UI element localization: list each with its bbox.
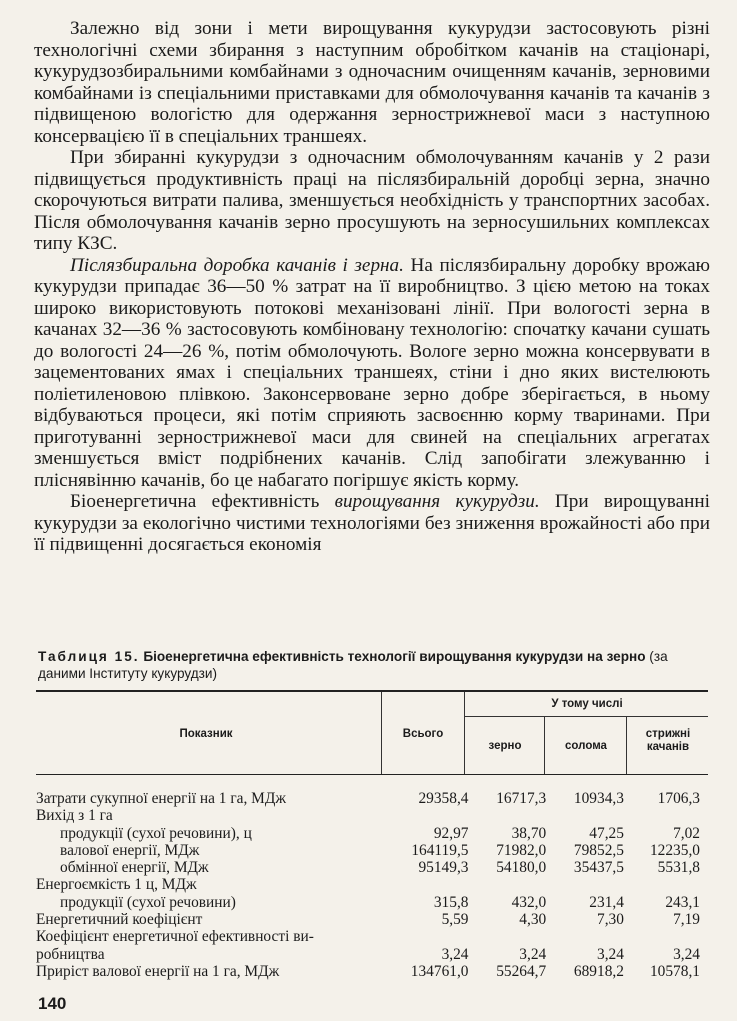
header-straw: солома xyxy=(565,740,607,752)
post-harvest-text: На післязбиральну доробку врожаю кукурудзи припадає 36—50 % затрат на її виробництво. З цією метою на токах широко використовують потокові механізовані лінії. При вологості зерна в качанах 32—36 % застосовують комбіновану технологію: спочатку качани сушать до вологості 24—26 %, потім обмолочують. Вологе зерно можна консервувати в зацементованих ямах і спеціальних траншеях, стіни і дно яких вистелюють поліетиленовою плівкою. Законсервоване зерно добре зберігається, в ньому відбуваються процеси, які потім сприяють засвоєнню корму тваринами. При приготуванні зернострижневої маси для свиней на спеціальних агрегатах зменшується вміст подрібнених качанів. Слід запобігати злежуванню і пліснявінню качанів, бо це набагато погіршує якість корму. xyxy=(34,254,710,491)
table-caption-source: (за даними Інституту кукурудзи) xyxy=(38,649,668,681)
header-including: У тому числі xyxy=(551,698,623,710)
cell-cobs: 7,02 xyxy=(673,824,700,842)
table-row xyxy=(36,946,708,963)
table-row xyxy=(36,963,708,980)
bioenergy-heading-italic: вирощування кукурудзи. xyxy=(334,491,540,512)
cell-cobs: 3,24 xyxy=(673,945,700,963)
cell-cobs: 7,19 xyxy=(673,911,700,929)
cell-straw: 68918,2 xyxy=(573,962,624,980)
row-label: Затрати сукупної енергії на 1 га, МДж xyxy=(36,790,286,807)
cell-cobs xyxy=(628,928,708,945)
cell-straw: 231,4 xyxy=(589,893,624,911)
paragraph-harvest-schemes: Залежно від зони і мети вирощування кукурудзи застосовують різні технологічні схеми збирання з наступним обробітком качанів на стаціонарі, кукурудзозбиральними комбайнами з одночасним очищенням качанів, зерновими комбайнами із спеціальними приставками для обмолочування качанів та качанів з підвищеною вологістю для одержання зернострижневої маси з наступною консервацією її в спеціальних траншеях. xyxy=(34,18,710,147)
cell-grain: 54180,0 xyxy=(496,859,547,877)
column-divider xyxy=(464,692,465,774)
cell-straw: 3,24 xyxy=(597,945,624,963)
cell-total: 29358,4 xyxy=(418,790,469,807)
table-row xyxy=(36,894,708,911)
bioenergy-text: При вирощуванні кукурудзи за екологічно чистими технологіями без зниження врожайності або при її підвищенні досягається економія xyxy=(34,491,710,555)
cell-cobs: 5531,8 xyxy=(657,859,700,877)
header-cobs: стрижні качанів xyxy=(645,728,691,753)
cell-grain: 16717,3 xyxy=(496,790,547,807)
row-label: Енергоємкість 1 ц, МДж xyxy=(36,876,197,894)
cell-grain xyxy=(473,928,551,945)
header-indicator: Показник xyxy=(179,728,233,740)
header-grain: зерно xyxy=(488,740,522,752)
table-row xyxy=(36,825,708,842)
cell-cobs: 12235,0 xyxy=(649,841,700,859)
subheader-rule xyxy=(464,716,708,717)
table-caption-title: Біоенергетична ефективність технології вирощування кукурудзи на зерно xyxy=(139,649,646,664)
cell-grain: 3,24 xyxy=(519,945,547,963)
row-label: Приріст валової енергії на 1 га, МДж xyxy=(36,962,280,980)
cell-cobs: 10578,1 xyxy=(649,962,700,980)
cell-cobs xyxy=(628,807,708,824)
cell-grain xyxy=(473,807,551,824)
table-row xyxy=(36,790,708,807)
cell-total: 3,24 xyxy=(441,945,469,963)
cell-total: 134761,0 xyxy=(410,962,469,980)
cell-grain: 55264,7 xyxy=(496,962,547,980)
table-row xyxy=(36,928,708,945)
table-body xyxy=(36,790,708,980)
row-label: робництва xyxy=(36,945,105,963)
paragraph-threshing: При збиранні кукурудзи з одночасним обмолочуванням качанів у 2 рази підвищується продуктивність праці на післязбиральній доробці зерна, значно скорочуються витрати палива, зменшується необхідність у транспортних засобах. Після обмолочування качанів зерно просушують на зерносушильних комплексах типу КЗС. xyxy=(34,147,710,254)
cell-cobs: 243,1 xyxy=(665,893,700,911)
cell-straw xyxy=(550,876,628,893)
cell-cobs xyxy=(628,876,708,893)
cell-straw: 7,30 xyxy=(597,911,624,929)
table-row xyxy=(36,876,708,893)
column-divider xyxy=(626,716,627,774)
row-label: Коефіцієнт енергетичної ефективності ви- xyxy=(36,928,314,946)
cell-total xyxy=(387,928,473,945)
cell-total: 95149,3 xyxy=(418,859,469,877)
table-row xyxy=(36,807,708,824)
cell-straw xyxy=(550,807,628,824)
table-caption-label: Таблиця 15. xyxy=(38,649,140,664)
cell-grain: 71982,0 xyxy=(496,841,547,859)
cell-total: 315,8 xyxy=(433,893,469,911)
cell-total: 92,97 xyxy=(433,824,469,842)
header-total: Всього xyxy=(402,728,444,740)
table-row xyxy=(36,911,708,928)
row-label: продукції (сухої речовини), ц xyxy=(60,824,252,842)
row-label: Вихід з 1 га xyxy=(36,807,113,825)
cell-grain xyxy=(473,876,551,893)
bioenergy-heading-plain: Біоенергетична ефективність xyxy=(70,491,335,512)
row-label: продукції (сухої речовини) xyxy=(60,893,236,911)
row-label: валової енергії, МДж xyxy=(60,841,200,859)
table-top-rule xyxy=(36,690,708,692)
cell-grain: 38,70 xyxy=(511,824,547,842)
table-row xyxy=(36,842,708,859)
cell-grain: 432,0 xyxy=(511,893,547,911)
row-label: обмінної енергії, МДж xyxy=(60,859,209,877)
cell-total: 5,59 xyxy=(441,911,469,929)
cell-cobs: 1706,3 xyxy=(657,790,700,807)
paragraph-bioenergy xyxy=(34,491,710,556)
column-divider xyxy=(544,716,545,774)
cell-straw xyxy=(550,928,628,945)
table-row xyxy=(36,859,708,876)
cell-grain: 4,30 xyxy=(519,911,547,929)
cell-total xyxy=(387,807,473,824)
header-bottom-rule xyxy=(36,774,708,775)
body-text xyxy=(34,18,710,556)
page-number: 140 xyxy=(38,994,67,1013)
cell-straw: 35437,5 xyxy=(573,859,624,877)
cell-straw: 79852,5 xyxy=(573,841,624,859)
cell-straw: 47,25 xyxy=(589,824,624,842)
table-caption xyxy=(38,648,710,682)
cell-total: 164119,5 xyxy=(411,841,469,859)
row-label: Енергетичний коефіцієнт xyxy=(36,911,203,929)
paragraph-post-harvest xyxy=(34,255,710,492)
post-harvest-heading: Післязбиральна доробка качанів і зерна. xyxy=(70,254,404,276)
cell-total xyxy=(387,876,473,893)
cell-straw: 10934,3 xyxy=(573,790,624,807)
